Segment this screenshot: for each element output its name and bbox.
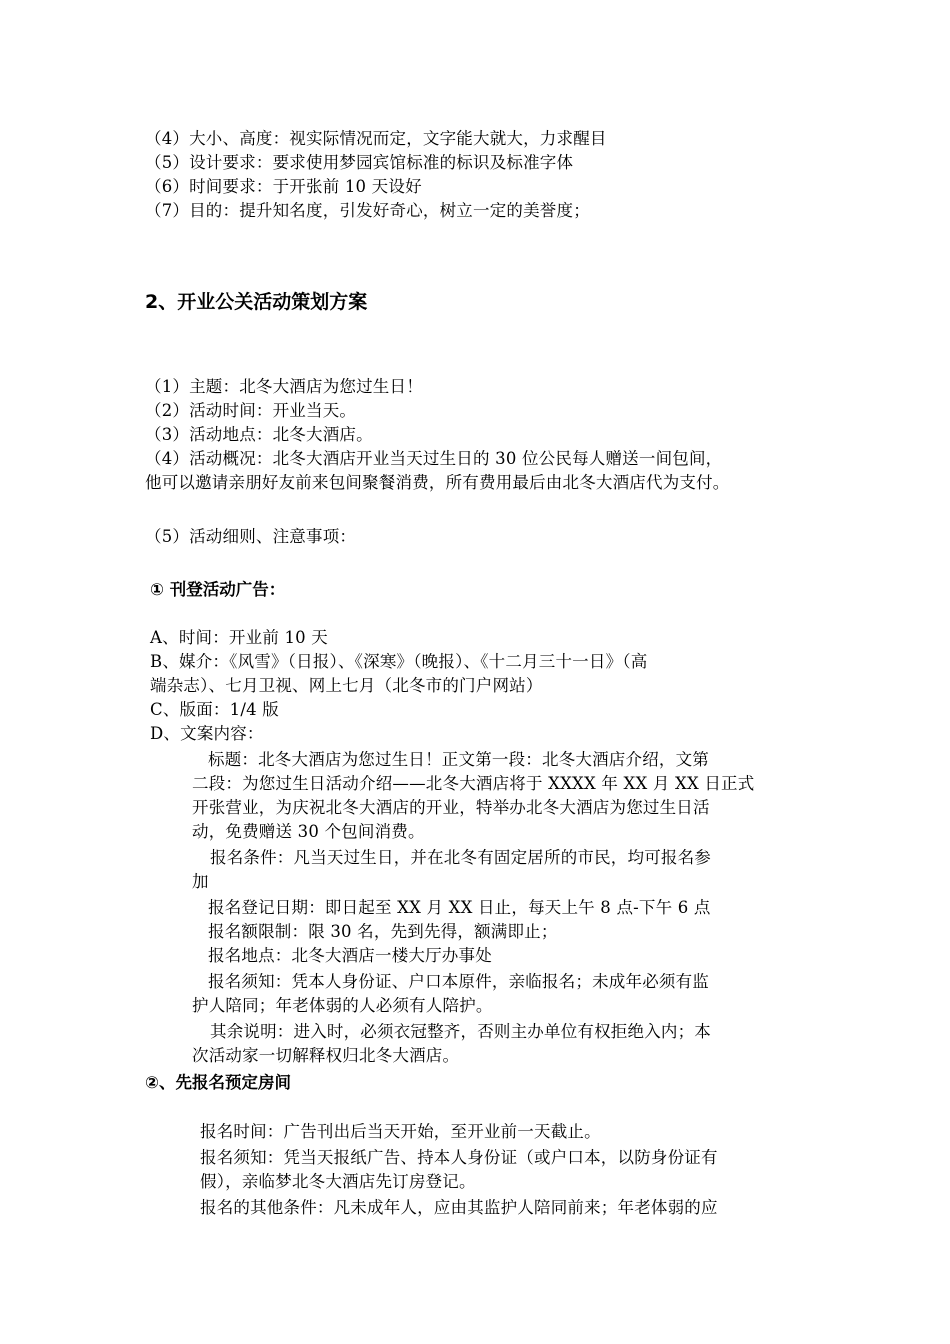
- ad-media-cont: 端杂志）、七月卫视、网上七月（北冬市的门户网站）: [150, 676, 543, 695]
- item-event-overview-cont: 他可以邀请亲朋好友前来包间聚餐消费，所有费用最后由北冬大酒店代为支付。: [145, 473, 730, 492]
- signup-notice-cont: 护人陪同；年老体弱的人必须有人陪护。: [192, 996, 493, 1015]
- reservation-notice: 报名须知：凭当天报纸广告、持本人身份证（或户口本，以防身份证有: [200, 1148, 718, 1167]
- item-event-location: （3）活动地点：北冬大酒店。: [145, 425, 373, 444]
- item-purpose: （7）目的：提升知名度，引发好奇心，树立一定的美誉度；: [145, 201, 590, 220]
- item-event-time: （2）活动时间：开业当天。: [145, 401, 357, 420]
- ad-time: A、时间：开业前 10 天: [150, 628, 329, 647]
- item-time-requirement: （6）时间要求：于开张前 10 天设好: [145, 177, 422, 196]
- item-size-height: （4）大小、高度：视实际情况而定，文字能大就大，力求醒目: [145, 129, 607, 148]
- item-theme: （1）主题：北冬大酒店为您过生日！: [145, 377, 423, 396]
- other-notes: 其余说明：进入时，必须衣冠整齐，否则主办单位有权拒绝入内；本: [210, 1022, 711, 1041]
- subheading-reservation: ②、先报名预定房间: [145, 1073, 291, 1092]
- signup-quota: 报名额限制：限 30 名，先到先得，额满即止；: [208, 922, 558, 941]
- signup-conditions: 报名条件：凡当天过生日，并在北冬有固定居所的市民，均可报名参: [210, 848, 711, 867]
- ad-copy-content: D、文案内容：: [150, 724, 264, 743]
- section-heading: 2、开业公关活动策划方案: [145, 291, 368, 313]
- copy-para2-line2: 开张营业，为庆祝北冬大酒店的开业，特举办北冬大酒店为您过生日活: [192, 798, 710, 817]
- item-event-overview: （4）活动概况：北冬大酒店开业当天过生日的 30 位公民每人赠送一间包间，: [145, 449, 723, 468]
- other-notes-cont: 次活动家一切解释权归北冬大酒店。: [192, 1046, 460, 1065]
- copy-para2-line3: 动，免费赠送 30 个包间消费。: [192, 822, 425, 841]
- copy-para2-line1: 二段：为您过生日活动介绍——北冬大酒店将于 XXXX 年 XX 月 XX 日正式: [192, 774, 755, 793]
- item-rules-notes: （5）活动细则、注意事项：: [145, 527, 357, 546]
- reservation-notice-cont: 假），亲临梦北冬大酒店先订房登记。: [200, 1172, 476, 1191]
- signup-conditions-cont: 加: [192, 872, 209, 891]
- signup-dates: 报名登记日期：即日起至 XX 月 XX 日止，每天上午 8 点-下午 6 点: [208, 898, 711, 917]
- signup-notice: 报名须知：凭本人身份证、户口本原件，亲临报名；未成年必须有监: [208, 972, 709, 991]
- ad-media: B、媒介：《风雪》（日报）、《深寒》（晚报）、《十二月三十一日》（高: [150, 652, 648, 671]
- reservation-time: 报名时间：广告刊出后当天开始，至开业前一天截止。: [200, 1122, 601, 1141]
- reservation-other-conditions: 报名的其他条件：凡未成年人，应由其监护人陪同前来；年老体弱的应: [200, 1198, 718, 1217]
- item-design-requirement: （5）设计要求：要求使用梦园宾馆标准的标识及标准字体: [145, 153, 574, 172]
- copy-title-line: 标题：北冬大酒店为您过生日！正文第一段：北冬大酒店介绍，文第: [208, 750, 709, 769]
- subheading-advertising: ① 刊登活动广告：: [150, 580, 286, 599]
- ad-layout: C、版面：1/4 版: [150, 700, 279, 719]
- signup-location: 报名地点：北冬大酒店一楼大厅办事处: [208, 946, 492, 965]
